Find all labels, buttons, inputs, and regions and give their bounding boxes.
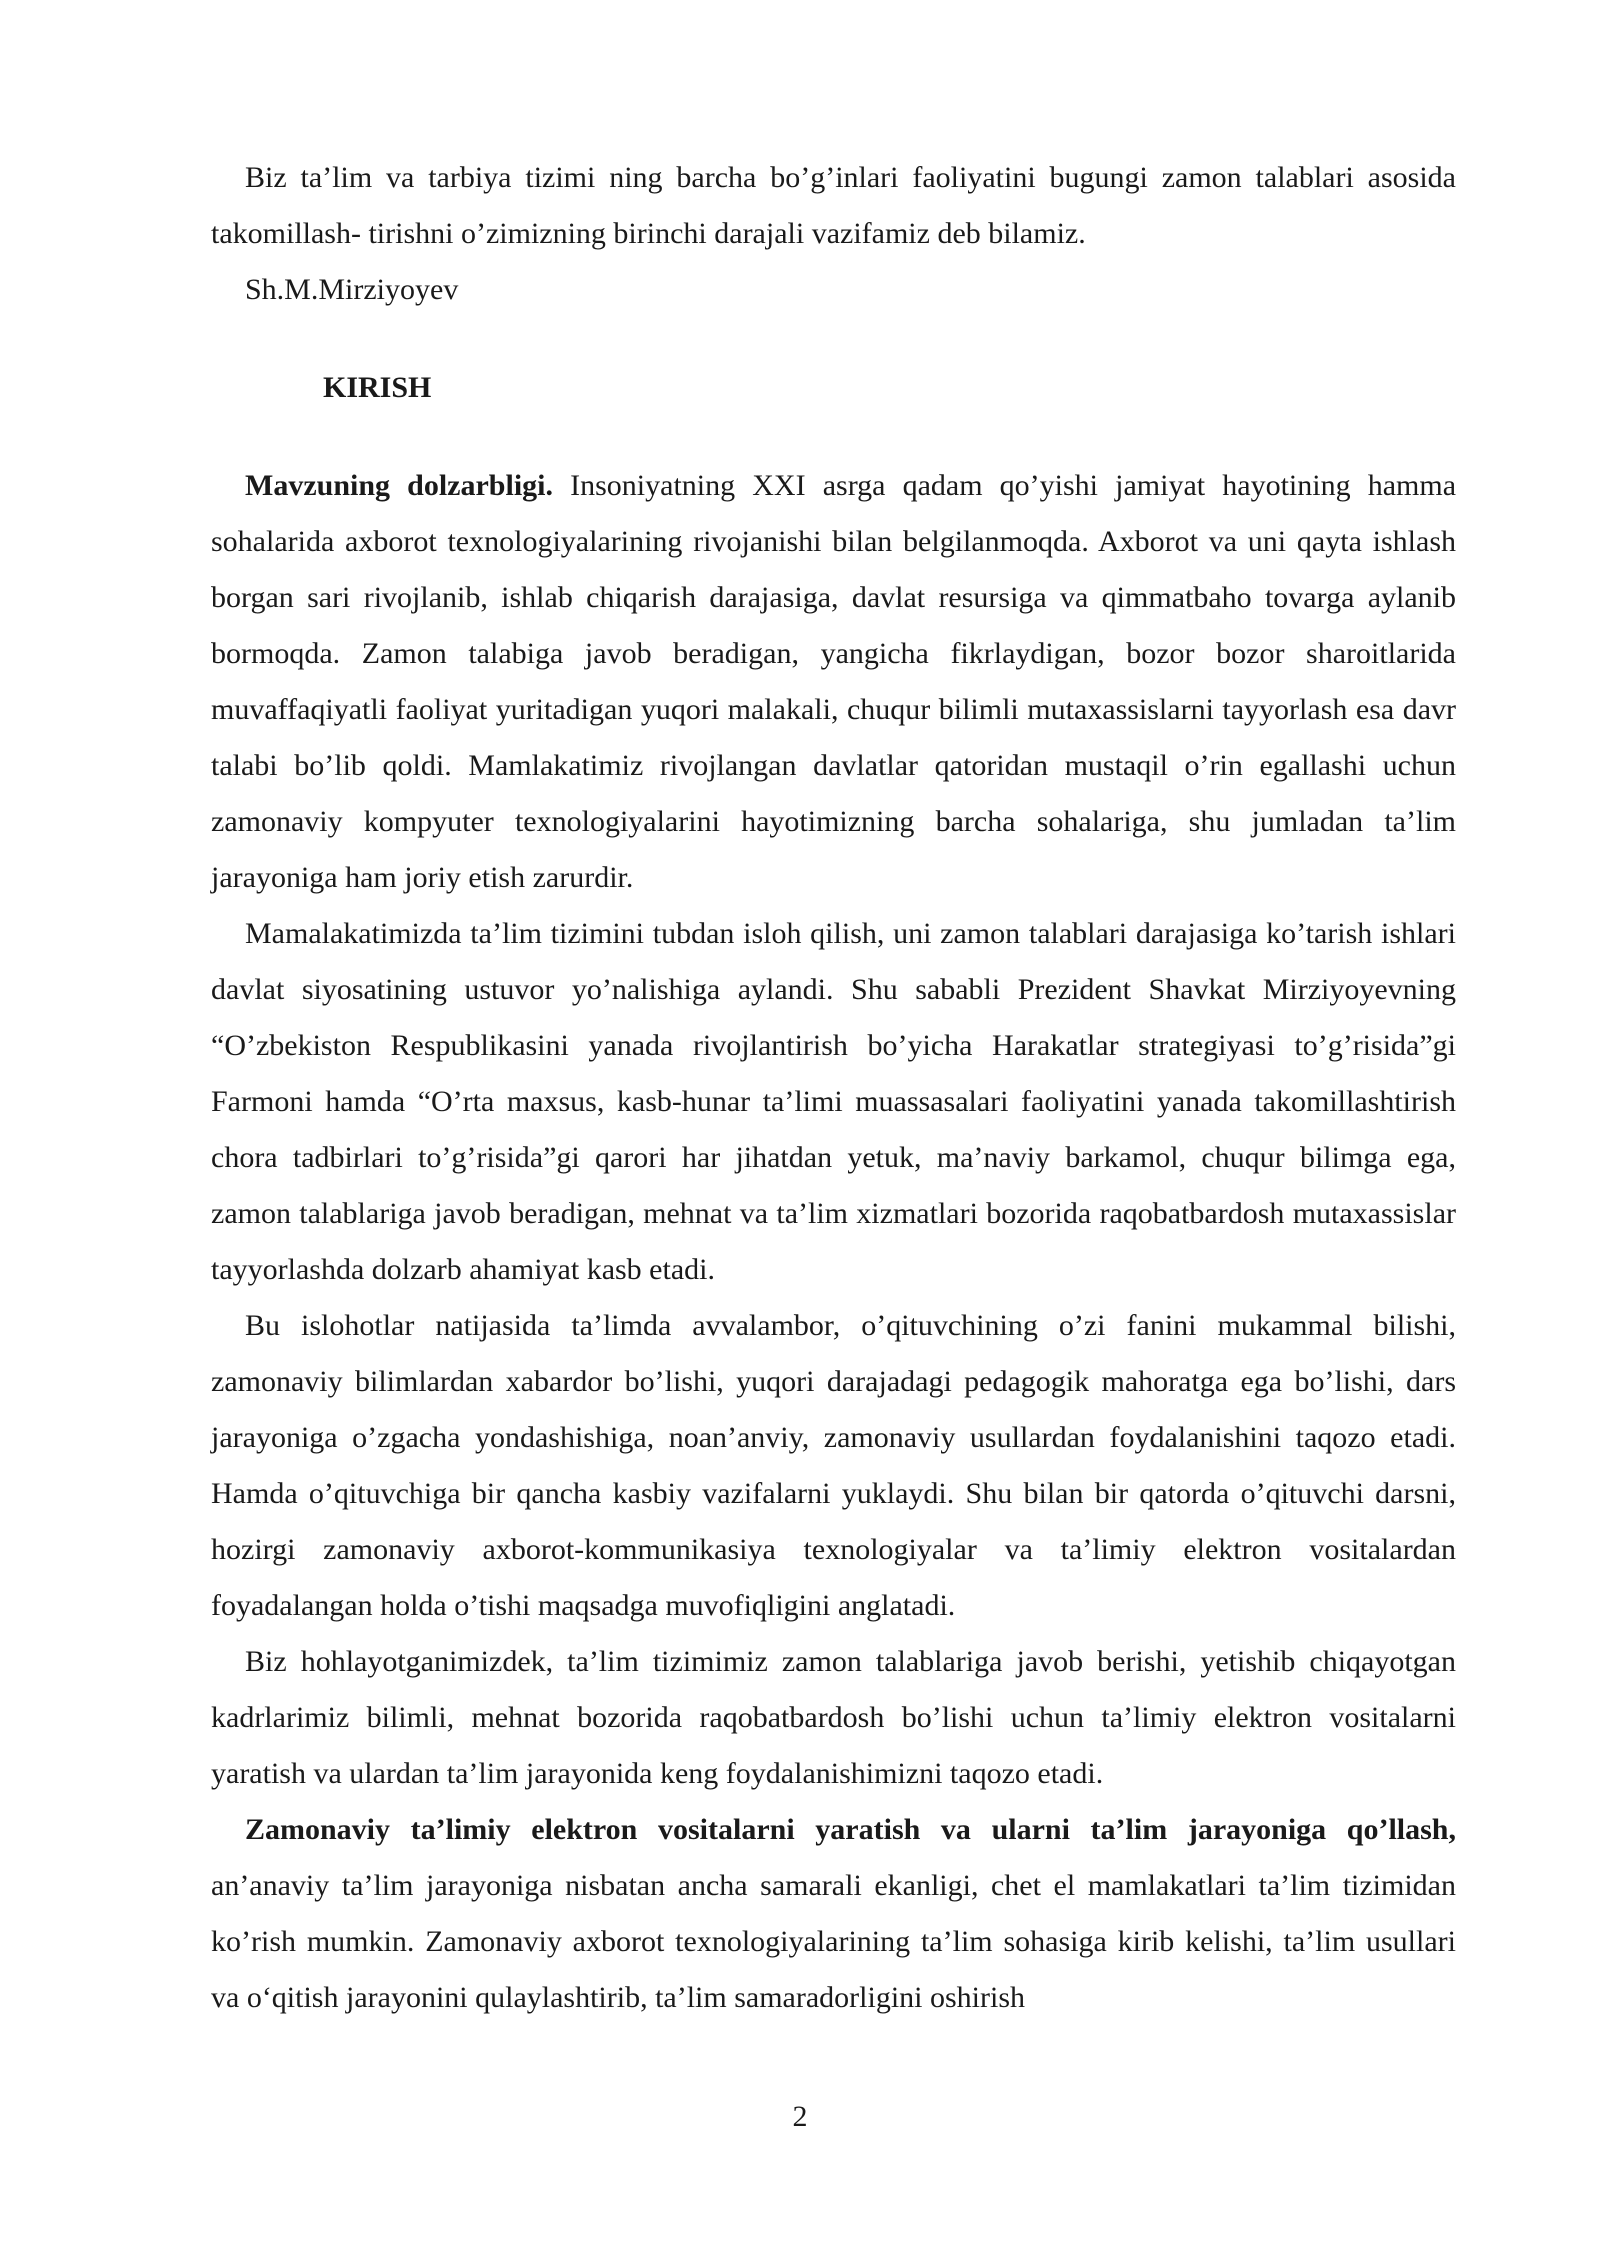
paragraph-modern-tools [211, 1802, 1456, 2026]
paragraph-relevance [211, 458, 1456, 906]
epigraph-author: Sh.M.Mirziyoyev [245, 273, 459, 306]
page-number: 2 [792, 2100, 808, 2133]
paragraph-teacher: Bu islohotlar natijasida ta’limda avvalambor, o’qituvchining o’zi fanini mukammal bilishi, zamonaviy bilimlardan xabardor bo’lishi, yuqori darajadagi pedagogik mahoratga ega bo’lishi, dars jarayoniga o’zgacha yondashishiga, noan’anviy, zamonaviy usullardan foydalanishini taqozo etadi. Hamda o’qituvchiga bir qancha kasbiy vazifalarni yuklaydi. Shu bilan bir qatorda o’qituvchi darsni, hozirgi zamonaviy axborot-kommunikasiya texnologiyalar va ta’limiy elektron vositalardan foyadalangan holda o’tishi maqsadga muvofiqligini anglatadi. [211, 1309, 1456, 1622]
paragraph-lead: Mavzuning dolzarbligi. [245, 469, 553, 502]
paragraph-body: an’anaviy ta’lim jarayoniga nisbatan ancha samarali ekanligi, chet el mamlakatlari ta’lim tizimidan ko’rish mumkin. Zamonaviy axborot texnologiyalarining ta’lim sohasiga kirib kelishi, ta’lim usullari va o‘qitish jarayonini qulaylashtirib, ta’lim samaradorligini oshirish [211, 1869, 1456, 2014]
paragraph-goal: Biz hohlayotganimizdek, ta’lim tizimimiz zamon talablariga javob berishi, yetishib chiqayotgan kadrlarimiz bilimli, mehnat bozorida raqobatbardosh bo’lishi uchun ta’limiy elektron vositalarni yaratish va ulardan ta’lim jarayonida keng foydalanishimizni taqozo etadi. [211, 1645, 1456, 1790]
epigraph-text: Biz ta’lim va tarbiya tizimi ning barcha bo’g’inlari faoliyatini bugungi zamon talablari asosida takomillash- tirishni o’zimizning birinchi darajali vazifamiz deb bilamiz. [211, 161, 1456, 250]
document-page [211, 150, 1456, 2026]
paragraph-reform: Mamalakatimizda ta’lim tizimini tubdan isloh qilish, uni zamon talablari darajasiga ko’tarish ishlari davlat siyosatining ustuvor yo’nalishiga aylandi. Shu sababli Prezident Shavkat Mirziyoyevning “O’zbekiston Respublikasini yanada rivojlantirish bo’yicha Harakatlar strategiyasi to’g’risida”gi Farmoni hamda “O’rta maxsus, kasb-hunar ta’limi muassasalari faoliyatini yanada takomillashtirish chora tadbirlari to’g’risida”gi qarori har jihatdan yetuk, ma’naviy barkamol, chuqur bilimga ega, zamon talablariga javob beradigan, mehnat va ta’lim xizmatlari bozorida raqobatbardosh mutaxassislar tayyorlashda dolzarb ahamiyat kasb etadi. [211, 917, 1456, 1286]
paragraph-lead: Zamonaviy ta’limiy elektron vositalarni yaratish va ularni ta’lim jarayoniga qo’llash, [245, 1813, 1456, 1846]
section-heading: KIRISH [323, 371, 432, 404]
paragraph-body: Insoniyatning XXI asrga qadam qo’yishi jamiyat hayotining hamma sohalarida axborot texnologiyalarining rivojanishi bilan belgilanmoqda. Axborot va uni qayta ishlash borgan sari rivojlanib, ishlab chiqarish darajasiga, davlat resursiga va qimmatbaho tovarga aylanib bormoqda. Zamon talabiga javob beradigan, yangicha fikrlaydigan, bozor bozor sharoitlarida muvaffaqiyatli faoliyat yuritadigan yuqori malakali, chuqur bilimli mutaxassislarni tayyorlash esa davr talabi bo’lib qoldi. Mamlakatimiz rivojlangan davlatlar qatoridan mustaqil o’rin egallashi uchun zamonaviy kompyuter texnologiyalarini hayotimizning barcha sohalariga, shu jumladan ta’lim jarayoniga ham joriy etish zarurdir. [211, 469, 1457, 894]
